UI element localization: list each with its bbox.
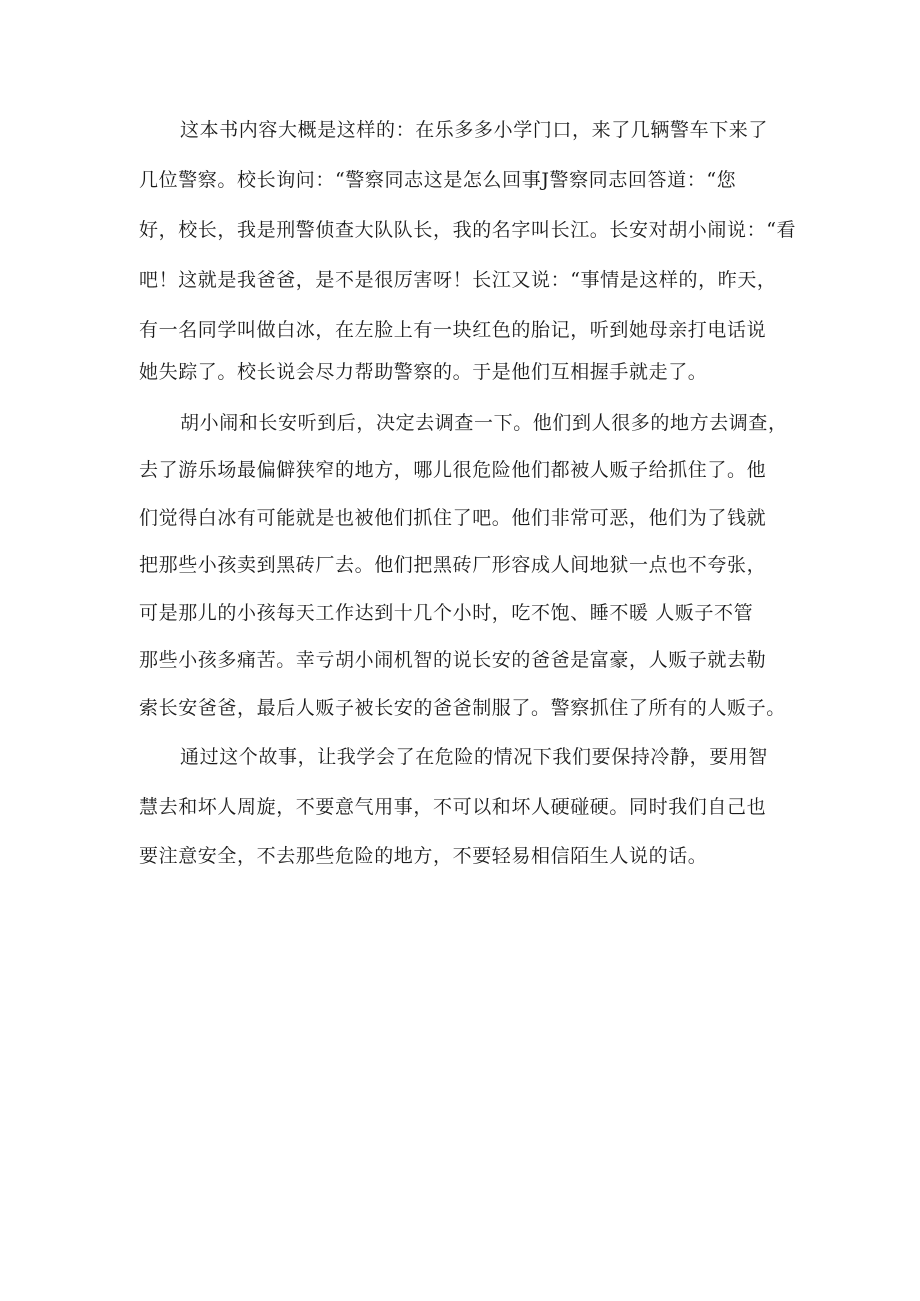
paragraph-2-line-7: 索长安爸爸，最后人贩子被长安的爸爸制服了。警察抓住了所有的人贩子。 — [139, 697, 786, 719]
paragraph-3-line-2: 慧去和坏人周旋，不要意气用事，不可以和坏人硬碰硬。同时我们自己也 — [139, 796, 767, 818]
paragraph-2-line-6: 那些小孩多痛苦。幸亏胡小闹机智的说长安的爸爸是富豪，人贩子就去勒 — [139, 649, 767, 671]
paragraph-1-line-1: 这本书内容大概是这样的：在乐多多小学门口，来了几辆警车下来了 — [180, 119, 769, 141]
paragraph-1-line-6: 她失踪了。校长说会尽力帮助警察的。于是他们互相握手就走了。 — [139, 361, 708, 383]
paragraph-1-line-3: 好，校长，我是刑警侦查大队队长，我的名字叫长江。长安对胡小闹说：“看 — [139, 219, 797, 241]
paragraph-2-line-4: 把那些小孩卖到黑砖厂去。他们把黑砖厂形容成人间地狱一点也不夸张， — [139, 554, 767, 576]
paragraph-2-line-1: 胡小闹和长安听到后，决定去调查一下。他们到人很多的地方去调查， — [180, 412, 788, 434]
paragraph-1-line-2: 几位警察。校长询问：“警察同志这是怎么回事J警察同志回答道：“您 — [139, 169, 737, 191]
paragraph-2-line-2: 去了游乐场最偏僻狭窄的地方，哪儿很危险他们都被人贩子给抓住了。他 — [139, 459, 767, 481]
paragraph-1-line-5: 有一名同学叫做白冰，在左脸上有一块红色的胎记，听到她母亲打电话说 — [139, 319, 767, 341]
paragraph-1-line-4: 吧！这就是我爸爸，是不是很厉害呀！长江又说：“事情是这样的，昨天， — [139, 269, 777, 291]
paragraph-3-line-3: 要注意安全，不去那些危险的地方，不要轻易相信陌生人说的话。 — [139, 845, 708, 867]
paragraph-2-line-5: 可是那儿的小孩每天工作达到十几个小时，吃不饱、睡不暖 人贩子不管 — [139, 602, 754, 624]
paragraph-2-line-3: 们觉得白冰有可能就是也被他们抓住了吧。他们非常可恶，他们为了钱就 — [139, 507, 767, 529]
paragraph-3-line-1: 通过这个故事，让我学会了在危险的情况下我们要保持冷静，要用智 — [180, 746, 769, 768]
